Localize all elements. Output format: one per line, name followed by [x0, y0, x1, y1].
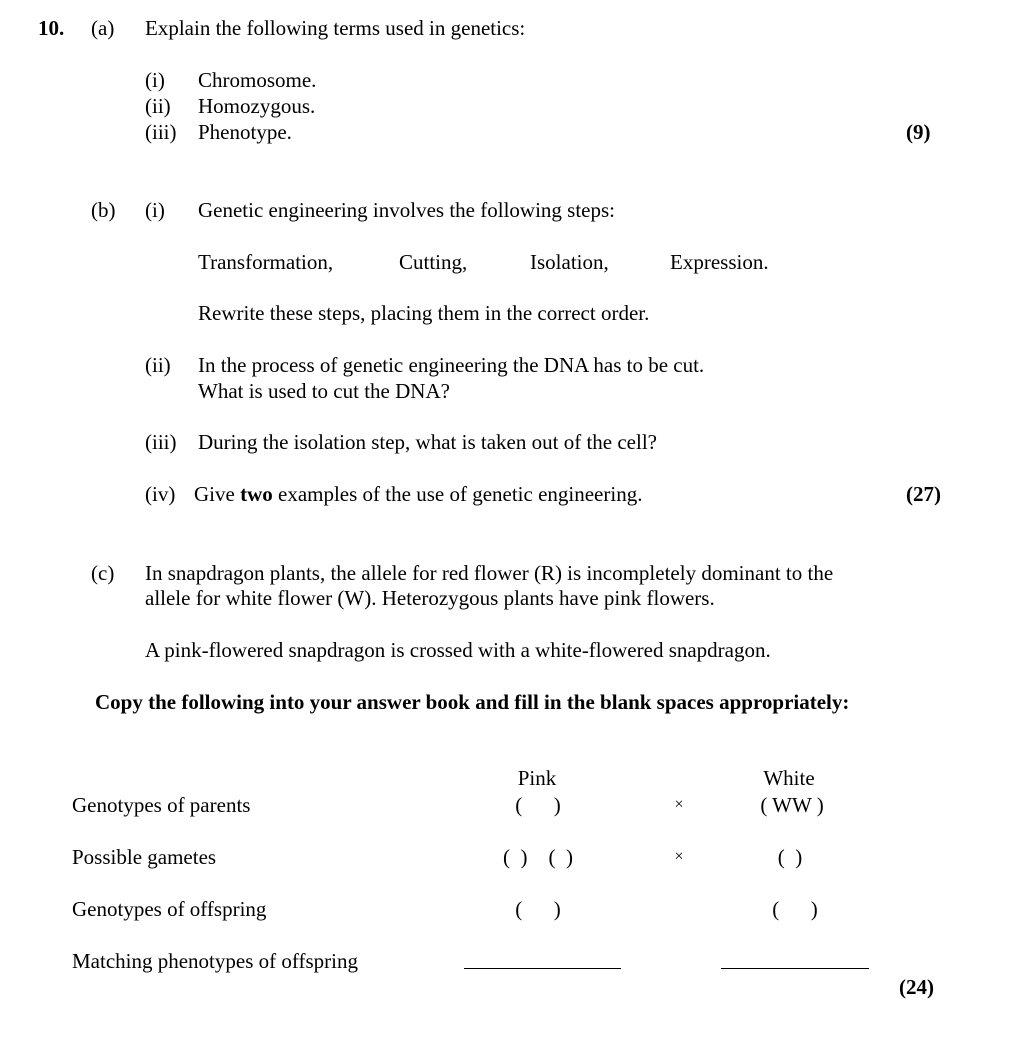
part-b-ii-line2: What is used to cut the DNA?: [198, 379, 450, 403]
question-number: 10.: [38, 16, 65, 40]
part-a-item-number: (iii): [145, 120, 177, 144]
step-expression: Expression.: [670, 250, 769, 274]
part-a-item-number: (i): [145, 68, 165, 92]
part-b-iii-text: During the isolation step, what is taken out of the cell?: [198, 430, 657, 454]
term-chromosome: Chromosome.: [198, 68, 317, 92]
term-phenotype: Phenotype.: [198, 120, 292, 144]
part-b-ii-line1: In the process of genetic engineering the DNA has to be cut.: [198, 353, 705, 377]
term-homozygous: Homozygous.: [198, 94, 316, 118]
part-c-line1: In snapdragon plants, the allele for red flower (R) is incompletely dominant to the: [145, 561, 834, 585]
part-a-item-number: (ii): [145, 94, 171, 118]
part-b-iv-number: (iv): [145, 482, 176, 506]
part-a-marks: (9): [906, 120, 931, 144]
offspring-genotype-blank-1: ( ): [515, 897, 561, 921]
gamete-pink-blanks: ( ) ( ): [503, 845, 573, 869]
row-label-genotypes-of-offspring: Genotypes of offspring: [72, 897, 267, 921]
part-b-i-instruction: Rewrite these steps, placing them in the correct order.: [198, 301, 650, 325]
row-label-matching-phenotypes: Matching phenotypes of offspring: [72, 949, 358, 973]
parent-pink-genotype-blank: ( ): [515, 793, 561, 817]
step-cutting: Cutting,: [399, 250, 468, 274]
cross-header-pink: Pink: [517, 766, 557, 790]
phenotype-answer-line-2: [721, 968, 869, 969]
part-a-prompt: Explain the following terms used in genetics:: [145, 16, 526, 40]
gamete-white-blank: ( ): [777, 845, 803, 869]
part-b-label: (b): [91, 198, 116, 222]
part-c-instruction: Copy the following into your answer book and fill in the blank spaces appropriately:: [95, 690, 850, 714]
step-transformation: Transformation,: [198, 250, 334, 274]
emphasis-two: two: [240, 482, 273, 506]
part-b-ii-number: (ii): [145, 353, 171, 377]
cross-header-white: White: [763, 766, 815, 790]
cross-symbol: ×: [674, 796, 684, 813]
row-label-possible-gametes: Possible gametes: [72, 845, 217, 869]
part-a-label: (a): [91, 16, 115, 40]
row-label-genotypes-of-parents: Genotypes of parents: [72, 793, 251, 817]
parent-white-genotype: ( WW ): [760, 793, 824, 817]
part-c-label: (c): [91, 561, 115, 585]
phenotype-answer-line-1: [464, 968, 621, 969]
part-b-iii-number: (iii): [145, 430, 177, 454]
part-c-marks: (24): [899, 975, 934, 999]
part-b-i-text: Genetic engineering involves the following steps:: [198, 198, 615, 222]
part-c-line2: allele for white flower (W). Heterozygous plants have pink flowers.: [145, 586, 715, 610]
step-isolation: Isolation,: [530, 250, 609, 274]
part-b-i-number: (i): [145, 198, 165, 222]
part-b-marks: (27): [906, 482, 941, 506]
part-c-line3: A pink-flowered snapdragon is crossed with a white-flowered snapdragon.: [145, 638, 771, 662]
cross-symbol: ×: [674, 848, 684, 865]
offspring-genotype-blank-2: ( ): [772, 897, 818, 921]
part-b-iv-text: Give two examples of the use of genetic engineering.: [194, 482, 643, 506]
